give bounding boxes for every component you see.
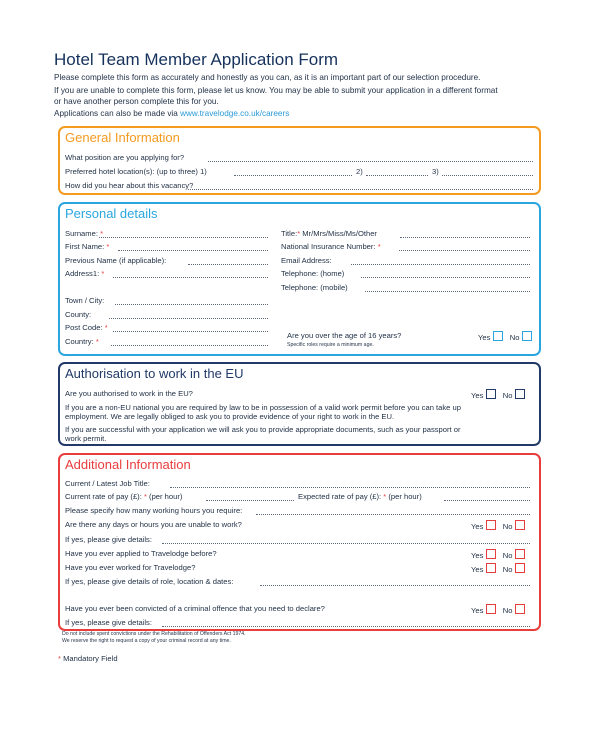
- section-title: Personal details: [65, 206, 158, 221]
- required-mark: *: [106, 242, 110, 251]
- applied-no-checkbox[interactable]: [515, 549, 525, 559]
- required-mark: *: [101, 269, 105, 278]
- careers-link[interactable]: www.travelodge.co.uk/careers: [180, 109, 290, 118]
- no-label: No: [502, 565, 513, 574]
- yes-label: Yes: [471, 606, 484, 615]
- title-options: Mr/Mrs/Miss/Ms/Other: [302, 229, 377, 238]
- worked-no-checkbox[interactable]: [515, 563, 525, 573]
- field-label-text: County:: [65, 310, 92, 319]
- convicted-yes-checkbox[interactable]: [486, 604, 496, 614]
- required-mark: *: [95, 337, 99, 346]
- convicted-no-checkbox[interactable]: [515, 604, 525, 614]
- page-title: Hotel Team Member Application Form: [54, 50, 339, 69]
- field-label-text: Address1:: [65, 269, 100, 278]
- applied-question: Have you ever applied to Travelodge before?: [65, 549, 217, 558]
- authorised-yes-no: [471, 389, 525, 401]
- mandatory-field-legend: [58, 654, 118, 664]
- role-details-label: If yes, please give details of role, location & dates:: [65, 577, 234, 586]
- authorised-yes-checkbox[interactable]: [486, 389, 496, 399]
- days-question: Are there any days or hours you are unable to work?: [65, 520, 242, 529]
- required-mark: *: [377, 242, 381, 251]
- intro-apply-line: [54, 109, 289, 119]
- yes-label: Yes: [478, 333, 491, 342]
- personal-field-label: [281, 242, 381, 252]
- personal-field-label: [65, 296, 104, 306]
- field-label-text: Country:: [65, 337, 94, 346]
- days-yes-no: [471, 520, 525, 532]
- no-label: No: [509, 333, 520, 342]
- record-note: We reserve the right to request a copy of your criminal record at any time.: [62, 638, 231, 644]
- field-label-text: Post Code:: [65, 323, 103, 332]
- personal-input-field[interactable]: [361, 277, 530, 278]
- rehabilitation-note: Do not include spent convictions under the Rehabilitation of Offenders Act 1974.: [62, 631, 246, 637]
- expected-rate-per: (per hour): [388, 492, 422, 501]
- personal-details-section: [58, 202, 541, 356]
- days-details-field[interactable]: [162, 543, 530, 544]
- expected-rate-field[interactable]: [444, 500, 530, 501]
- personal-input-field[interactable]: [118, 250, 268, 251]
- field-label-text: Title:: [281, 229, 298, 238]
- job-title-label: Current / Latest Job Title:: [65, 479, 150, 488]
- mandatory-field-text: Mandatory Field: [63, 654, 118, 663]
- authorisation-section: [58, 362, 541, 446]
- expected-rate-label: [298, 492, 422, 502]
- personal-input-field[interactable]: [188, 264, 268, 265]
- yes-label: Yes: [471, 391, 484, 400]
- personal-field-label: [281, 229, 377, 239]
- required-mark: *: [143, 492, 147, 501]
- hours-label: Please specify how many working hours you require:: [65, 506, 243, 515]
- personal-field-label: [65, 323, 108, 333]
- personal-field-label: [65, 242, 109, 252]
- location-3-field[interactable]: [442, 175, 533, 176]
- location-3-label: 3): [432, 167, 439, 176]
- field-label-text: First Name:: [65, 242, 105, 251]
- required-mark: *: [383, 492, 387, 501]
- personal-input-field[interactable]: [113, 331, 268, 332]
- general-information-section: [58, 126, 541, 195]
- personal-input-field[interactable]: [351, 264, 530, 265]
- job-title-field[interactable]: [170, 487, 530, 488]
- convicted-question: Have you ever been convicted of a criminal offence that you need to declare?: [65, 604, 325, 613]
- personal-field-label: [65, 269, 104, 279]
- hours-field[interactable]: [256, 514, 530, 515]
- personal-field-label: [281, 283, 348, 293]
- authorised-no-checkbox[interactable]: [515, 389, 525, 399]
- field-label-text: Previous Name (if applicable):: [65, 256, 167, 265]
- age-yes-no: [478, 331, 532, 343]
- personal-field-label: [65, 256, 166, 266]
- field-label-text: Town / City:: [65, 296, 105, 305]
- age-no-checkbox[interactable]: [522, 331, 532, 341]
- location-2-label: 2): [356, 167, 363, 176]
- location-2-field[interactable]: [366, 175, 428, 176]
- days-yes-checkbox[interactable]: [486, 520, 496, 530]
- days-details-label: If yes, please give details:: [65, 535, 152, 544]
- required-mark: *: [58, 654, 61, 663]
- age-question: Are you over the age of 16 years?: [287, 331, 402, 340]
- documents-paragraph: If you are successful with your application we will ask you to provide appropriate documents, such as your passport or: [65, 425, 461, 434]
- personal-input-field[interactable]: [99, 237, 268, 238]
- applied-yes-no: [471, 549, 525, 561]
- personal-input-field[interactable]: [111, 345, 268, 346]
- personal-input-field[interactable]: [365, 291, 530, 292]
- no-label: No: [502, 551, 513, 560]
- current-rate-field[interactable]: [206, 500, 294, 501]
- personal-input-field[interactable]: [109, 318, 268, 319]
- position-field[interactable]: [208, 161, 533, 162]
- field-label-text: Surname:: [65, 229, 98, 238]
- days-no-checkbox[interactable]: [515, 520, 525, 530]
- personal-input-field[interactable]: [113, 277, 268, 278]
- field-label-text: Email Address:: [281, 256, 332, 265]
- permit-paragraph: employment. We are legally obliged to ask you to provide evidence of your right to work in the EU.: [65, 412, 395, 421]
- role-details-field[interactable]: [260, 585, 530, 586]
- required-mark: *: [297, 229, 301, 238]
- current-rate-label: [65, 492, 182, 502]
- personal-field-label: [281, 269, 344, 279]
- personal-input-field[interactable]: [115, 304, 268, 305]
- worked-yes-no: [471, 563, 525, 575]
- personal-input-field[interactable]: [400, 237, 530, 238]
- vacancy-source-field[interactable]: [188, 189, 533, 190]
- expected-rate-text: Expected rate of pay (£):: [298, 492, 382, 501]
- yes-label: Yes: [471, 565, 484, 574]
- field-label-text: Telephone: (home): [281, 269, 345, 278]
- field-label-text: National Insurance Number:: [281, 242, 376, 251]
- preferred-location-label: Preferred hotel location(s): (up to three) 1): [65, 167, 207, 176]
- personal-field-label: [65, 310, 91, 320]
- no-label: No: [502, 606, 513, 615]
- section-title: Authorisation to work in the EU: [65, 366, 244, 381]
- yes-label: Yes: [471, 551, 484, 560]
- worked-yes-checkbox[interactable]: [486, 563, 496, 573]
- intro-text: Please complete this form as accurately and honestly as you can, as it is an important part of our selection procedure.: [54, 73, 481, 82]
- required-mark: *: [100, 229, 104, 238]
- age-note: Specific roles require a minimum age.: [287, 342, 374, 348]
- section-title: Additional Information: [65, 457, 191, 472]
- personal-field-label: [281, 256, 332, 266]
- section-title: General Information: [65, 130, 180, 145]
- age-yes-checkbox[interactable]: [493, 331, 503, 341]
- authorised-question: Are you authorised to work in the EU?: [65, 389, 193, 398]
- conviction-details-field[interactable]: [162, 626, 530, 627]
- personal-field-label: [65, 229, 103, 239]
- location-1-field[interactable]: [234, 175, 352, 176]
- yes-label: Yes: [471, 522, 484, 531]
- vacancy-source-label: How did you hear about this vacancy?: [65, 181, 194, 190]
- field-label-text: Telephone: (mobile): [281, 283, 348, 292]
- personal-field-label: [65, 337, 99, 347]
- no-label: No: [502, 391, 513, 400]
- intro-text: If you are unable to complete this form, please let us know. You may be able to submit your application in a different format: [54, 86, 498, 95]
- position-label: What position are you applying for?: [65, 153, 185, 162]
- conviction-details-label: If yes, please give details:: [65, 618, 152, 627]
- personal-input-field[interactable]: [399, 250, 530, 251]
- permit-paragraph: If you are a non-EU national you are required by law to be in possession of a valid work permit before you can take up: [65, 403, 461, 412]
- intro-text: or have another person complete this for you.: [54, 97, 219, 106]
- current-rate-text: Current rate of pay (£):: [65, 492, 142, 501]
- intro-apply-text: Applications can also be made via: [54, 109, 178, 118]
- current-rate-per: (per hour): [149, 492, 183, 501]
- documents-paragraph: work permit.: [65, 434, 107, 443]
- convicted-yes-no: [471, 604, 525, 616]
- required-mark: *: [104, 323, 108, 332]
- applied-yes-checkbox[interactable]: [486, 549, 496, 559]
- additional-information-section: [58, 453, 541, 631]
- no-label: No: [502, 522, 513, 531]
- worked-question: Have you ever worked for Travelodge?: [65, 563, 196, 572]
